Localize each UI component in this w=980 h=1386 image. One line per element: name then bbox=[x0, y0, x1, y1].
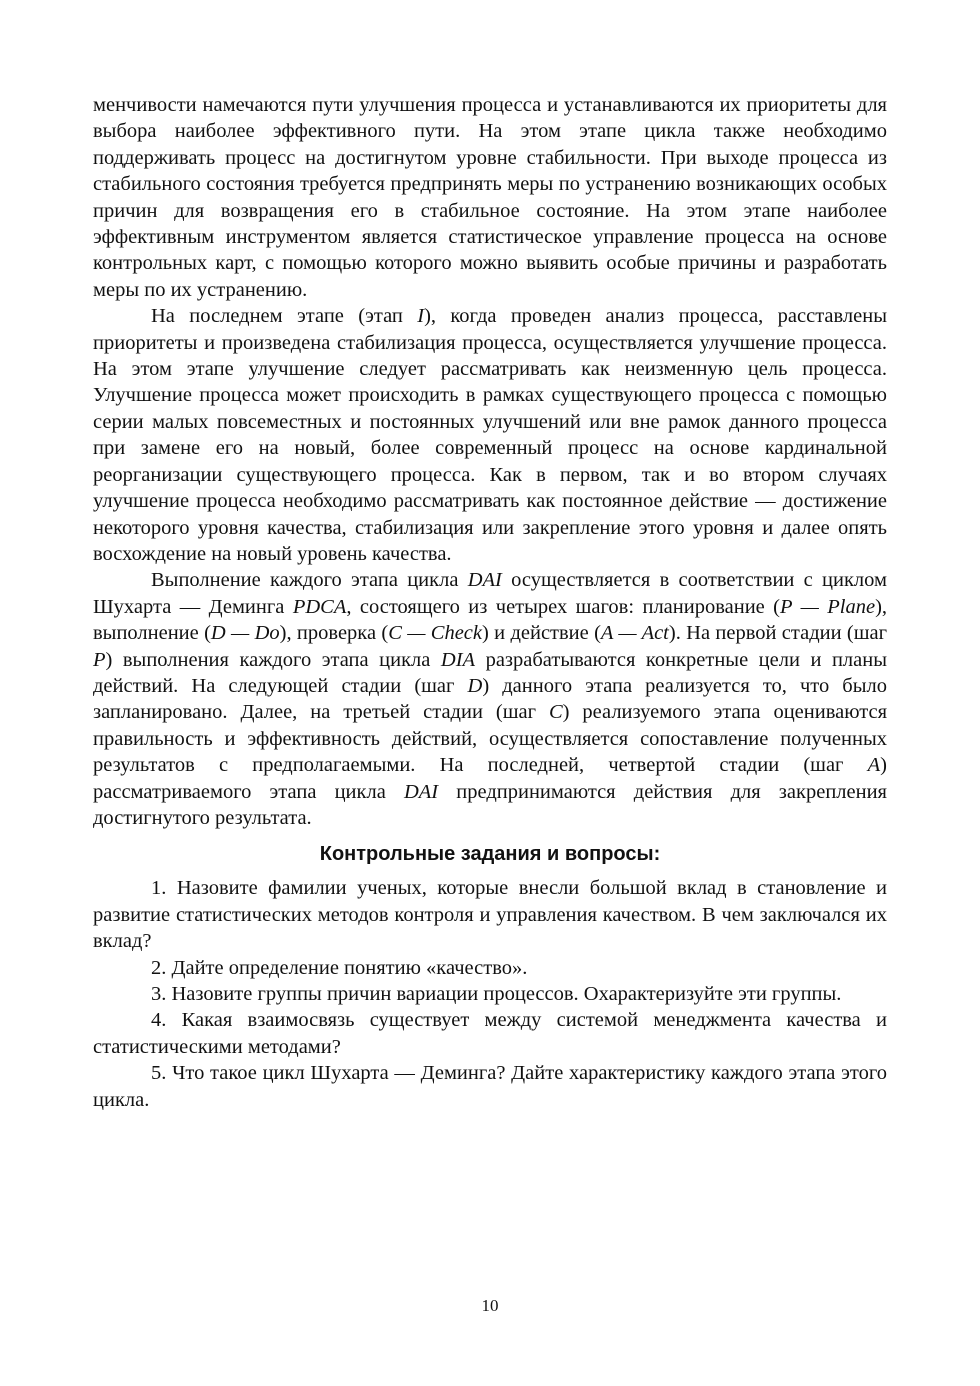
italic-term: D — Do bbox=[210, 622, 280, 645]
italic-term: I bbox=[417, 305, 425, 328]
text-run: ). На первой стадии (шаг bbox=[668, 622, 888, 645]
question-item: 2. Дайте определение понятию «качество». bbox=[151, 956, 528, 979]
italic-term: C — Check bbox=[388, 622, 482, 645]
paragraph-continuation: менчивости намечаются пути улучшения процесса и устанавливаются их приоритеты для выбора наиболее эффективного пути. На этом этапе цикла также необходимо поддерживать процесс на достигнутом уровне стабильности. При выходе процесса из стабильного состояния требуется предпринять меры по устранению возникающих особых причин для возвращения его в стабильное состояние. На этом этапе наиболее эффективным инструментом является статистическое управление процесса на основе контрольных карт, с помощью которого можно выявить особые причины и разработать меры по их устранению. bbox=[93, 94, 887, 301]
italic-term: A bbox=[867, 754, 881, 777]
text-run: Выполнение каждого этапа цикла bbox=[151, 569, 468, 592]
text-run: ), выполнение ( bbox=[93, 595, 888, 645]
text-run: На последнем этапе (этап bbox=[151, 305, 418, 328]
section-heading: Контрольные задания и вопросы: bbox=[319, 843, 661, 866]
italic-term: P — Plane bbox=[780, 595, 876, 618]
question-item: 4. Какая взаимосвязь существует между системой менеджмента качества и статистическими методами? bbox=[93, 1009, 887, 1058]
text-run: ) выполнения каждого этапа цикла bbox=[105, 648, 441, 671]
italic-term: P bbox=[93, 648, 106, 671]
text-run: предпринимаются действия для закрепления достигнутого результата. bbox=[93, 780, 887, 829]
questions-list bbox=[93, 875, 887, 1113]
text-run: разрабатываются конкретные цели и планы действий. На следующей стадии (шаг bbox=[93, 648, 887, 697]
italic-term: D bbox=[467, 674, 483, 697]
paragraph-pdca-cycle bbox=[93, 567, 887, 831]
text-run: , состоящего из четырех шагов: планирование ( bbox=[346, 595, 781, 618]
question-item: 5. Что такое цикл Шухарта — Деминга? Дайте характеристику каждого этапа этого цикла. bbox=[93, 1062, 887, 1111]
question-item: 1. Назовите фамилии ученых, которые внесли большой вклад в становление и развитие статистических методов контроля и управления качеством. В чем заключался их вклад? bbox=[93, 877, 887, 953]
italic-term: PDCA bbox=[292, 595, 347, 618]
italic-term: A — Act bbox=[600, 622, 669, 645]
text-run: ) рассматриваемого этапа цикла bbox=[93, 754, 887, 803]
page-content bbox=[93, 92, 887, 1113]
text-run: ) и действие ( bbox=[482, 622, 601, 645]
italic-term: DAI bbox=[467, 569, 502, 592]
page-number: 10 bbox=[481, 1296, 499, 1315]
text-run: ), когда проведен анализ процесса, расставлены приоритеты и произведена стабилизация процесса, осуществляется улучшение процесса. На этом этапе улучшение следует рассматривать как неизменную цель процесса. Улучшение процесса может происходить в рамках существующего процесса с помощью серии малых повсеместных и постоянных улучшений или вне рамок данного процесса при замене его на новый, более современный процесс на основе кардинальной реорганизации существующего процесса. Как в первом, так и во втором случаях улучшение процесса необходимо рассматривать как постоянное действие — достижение некоторого уровня качества, стабилизация или закрепление этого уровня и далее опять восхождение на новый уровень качества. bbox=[93, 305, 887, 565]
question-item: 3. Назовите группы причин вариации процессов. Охарактеризуйте эти группы. bbox=[151, 983, 842, 1005]
italic-term: DAI bbox=[403, 780, 439, 803]
text-run: ) данного этапа реализуется то, что было запланировано. Далее, на третьей стадии (шаг bbox=[93, 674, 887, 724]
text-run: ) реализуемого этапа оцениваются правильность и эффективность действий, осуществляется сопоставление полученных результатов с предполагаемыми. На последней, четвертой стадии (шаг bbox=[93, 701, 887, 777]
italic-term: DIA bbox=[440, 648, 476, 671]
italic-term: C bbox=[548, 701, 563, 724]
text-run: ), проверка ( bbox=[279, 622, 389, 645]
paragraph-final-stage bbox=[93, 303, 887, 567]
text-run: осуществляется в соответствии с циклом Шухарта — Деминга bbox=[93, 569, 887, 618]
